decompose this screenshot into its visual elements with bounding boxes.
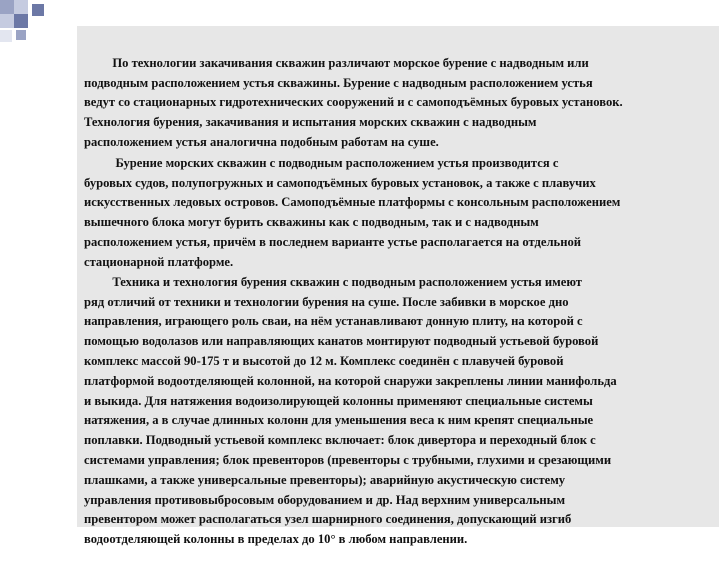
text-line: буровых судов, полупогружных и самоподъёмных буровых установок, а также с плавучих <box>84 175 596 190</box>
text-line: превентором может располагаться узел шарнирного соединения, допускающий изгиб <box>84 512 572 527</box>
text-line: управления противовыбросовым оборудованием и др. Над верхним универсальным <box>84 492 566 507</box>
text-line: стационарной платформе. <box>84 254 234 269</box>
text-line: расположением устья аналогична подобным работам на суше. <box>84 134 439 149</box>
text-line: комплекс массой 90-175 т и высотой до 12 м. Комплекс соединён с плавучей буровой <box>84 353 564 368</box>
text-line: помощью водолазов или направляющих канатов монтируют подводный устьевой буровой <box>84 334 599 349</box>
decor-square <box>32 4 44 16</box>
text-line: натяжения, а в случае длинных колонн для уменьшения веса к ним крепят специальные <box>84 413 594 428</box>
text-line: искусственных ледовых островов. Самоподъёмные платформы с консольным расположением <box>84 195 621 210</box>
text-line: направления, играющего роль сваи, на нём устанавливают донную плиту, на которой с <box>84 314 583 329</box>
decor-square <box>0 0 14 14</box>
text-line: поплавки. Подводный устьевой комплекс включает: блок дивертора и переходный блок с <box>84 433 596 448</box>
text-line: вышечного блока могут бурить скважины как с подводным, так и с надводным <box>84 215 539 230</box>
text-line: плашками, а также универсальные превенторы); аварийную акустическую систему <box>84 472 566 487</box>
text-line: расположением устья, причём в последнем варианте устье располагается на отдельной <box>84 234 582 249</box>
decor-square <box>0 14 14 28</box>
text-line: ведут со стационарных гидротехнических сооружений и с самоподъёмных буровых установок. <box>84 95 623 110</box>
text-line: подводным расположением устья скважины. Бурение с надводным расположением устья <box>84 75 593 90</box>
paragraph-3 <box>84 253 720 570</box>
text-line: Технология бурения, закачивания и испытания морских скважин с надводным <box>84 115 537 130</box>
text-line: Бурение морских скважин с подводным расположением устья производится с <box>84 155 559 170</box>
decor-square <box>14 14 28 28</box>
decor-square <box>14 0 28 14</box>
text-line: По технологии закачивания скважин различают морское бурение с надводным или <box>84 55 589 70</box>
text-line: водоотделяющей колонны в пределах до 10° в любом направлении. <box>84 532 468 547</box>
text-line: системами управления; блок превенторов (превенторы с трубными, глухими и срезающими <box>84 452 612 467</box>
text-line: и выкида. Для натяжения водоизолирующей колонны применяют специальные системы <box>84 393 593 408</box>
text-line: Техника и технология бурения скважин с подводным расположением устья имеют <box>84 274 582 289</box>
text-line: ряд отличий от техники и технологии бурения на суше. После забивки в морское дно <box>84 294 569 309</box>
decor-square <box>0 30 12 42</box>
text-line: платформой водоотделяющей колонной, на которой снаружи закреплены линии манифольда <box>84 373 617 388</box>
decor-square <box>16 30 26 40</box>
